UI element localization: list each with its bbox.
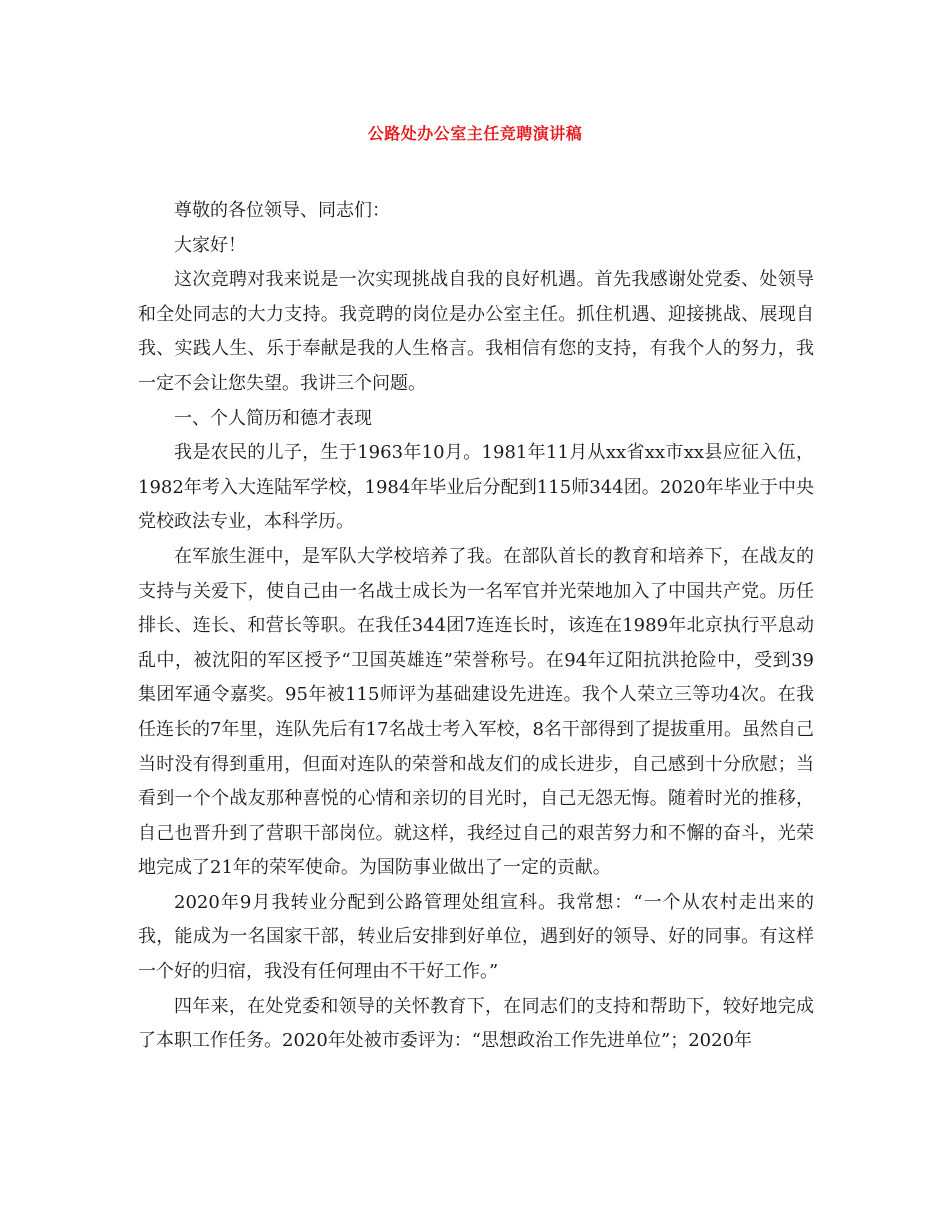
document-title: 公路处办公室主任竞聘演讲稿 bbox=[367, 124, 583, 143]
paragraph-intro: 这次竞聘对我来说是一次实现挑战自我的良好机遇。首先我感谢处党委、处领导和全处同志的大力支持。我竞聘的岗位是办公室主任。抓住机遇、迎接挑战、展现自我、实践人生、乐于奉献是我的人生格言。我相信有您的支持，有我个人的努力，我一定不会让您失望。我讲三个问题。 bbox=[138, 269, 814, 394]
paragraph-greeting: 大家好！ bbox=[174, 234, 246, 256]
paragraph-salutation: 尊敬的各位领导、同志们： bbox=[174, 200, 390, 221]
paragraph-achievements: 四年来，在处党委和领导的关怀教育下，在同志们的支持和帮助下，较好地完成了本职工作任务。2020年处被市委评为：“思想政治工作先进单位”；2020年 bbox=[138, 995, 814, 1052]
paragraph-transfer: 2020年9月我转业分配到公路管理处组宣科。我常想：“一个从农村走出来的我，能成为一名国家干部，转业后安排到好单位，遇到好的领导、好的同事。有这样一个好的归宿，我没有任何理由不干好工作。” bbox=[138, 891, 814, 983]
document-body bbox=[138, 194, 814, 1059]
paragraph-background: 我是农民的儿子，生于1963年10月。1981年11月从xx省xx市xx县应征入伍，1982年考入大连陆军学校，1984年毕业后分配到115师344团。2020年毕业于中央党校政法专业，本科学历。 bbox=[138, 442, 814, 533]
paragraph-military-career: 在军旅生涯中，是军队大学校培养了我。在部队首长的教育和培养下，在战友的支持与关爱下，使自己由一名战士成长为一名军官并光荣地加入了中国共产党。历任排长、连长、和营长等职。在我任344团7连连长时，该连在1989年北京执行平息动乱中，被沈阳的军区授予“卫国英雄连”荣誉称号。在94年辽阳抗洪抢险中，受到39集团军通令嘉奖。95年被115师评为基础建设先进连。我个人荣立三等功4次。在我任连长的7年里，连队先后有17名战士考入军校，8名干部得到了提拔重用。虽然自己当时没有得到重用，但面对连队的荣誉和战友们的成长进步，自己感到十分欣慰；当看到一个个战友那种喜悦的心情和亲切的目光时，自己无怨无悔。随着时光的推移，自己也晋升到了营职干部岗位。就这样，我经过自己的艰苦努力和不懈的奋斗，光荣地完成了21年的荣军使命。为国防事业做出了一定的贡献。 bbox=[138, 545, 814, 879]
section-heading-1: 一、个人简历和德才表现 bbox=[174, 407, 372, 429]
